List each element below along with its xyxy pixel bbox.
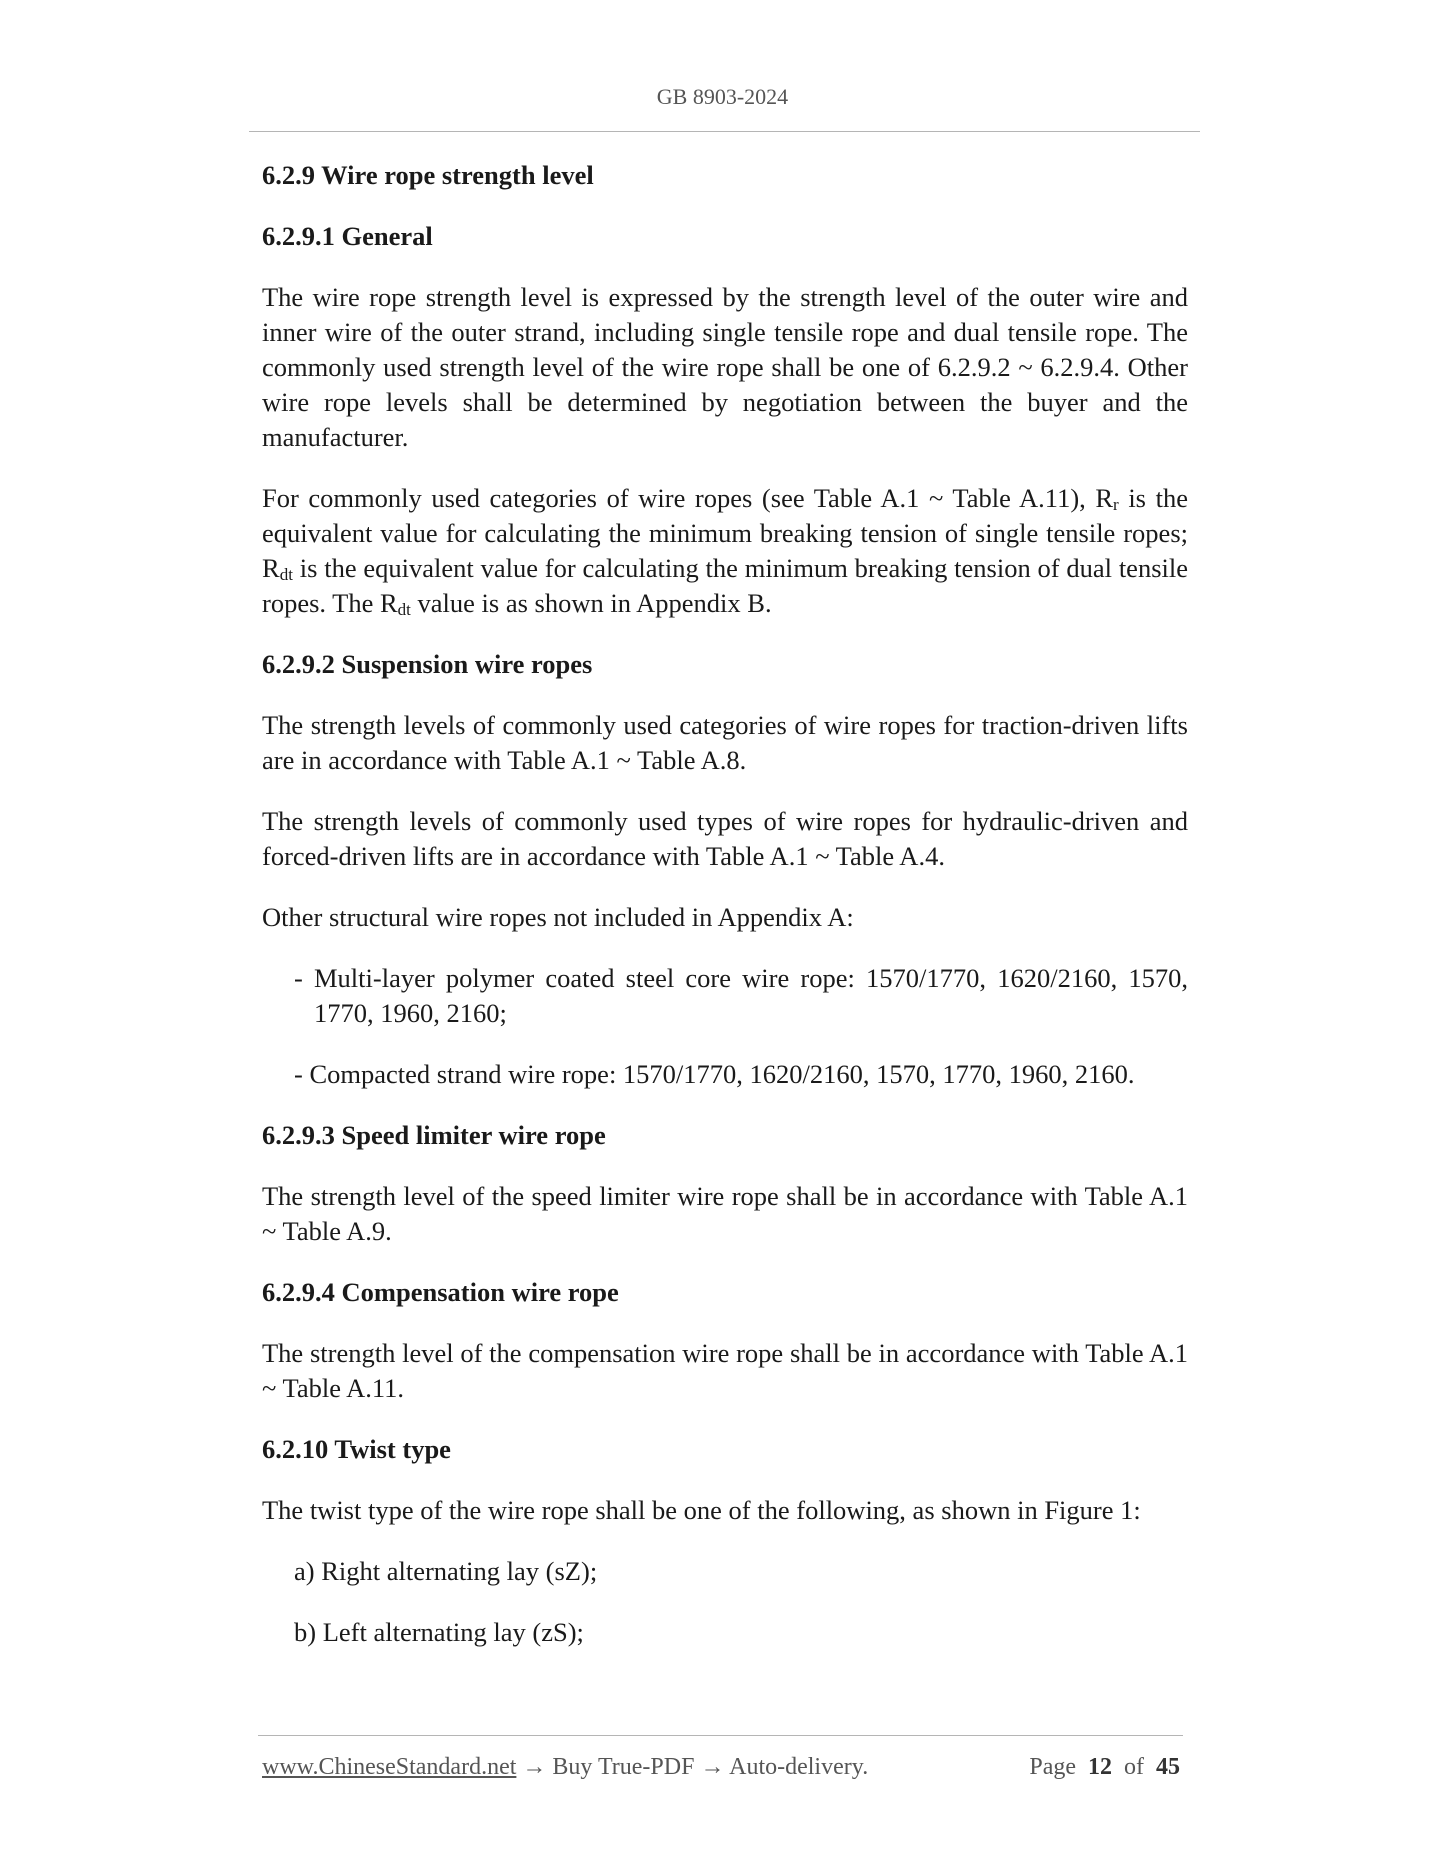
total-pages: 45 — [1156, 1754, 1180, 1780]
section-6-2-9-title: 6.2.9 Wire rope strength level — [262, 160, 594, 190]
section-6-2-10-title: 6.2.10 Twist type — [262, 1434, 451, 1464]
section-6-2-9-2-title: 6.2.9.2 Suspension wire ropes — [262, 649, 593, 679]
section-6-2-9-3-title: 6.2.9.3 Speed limiter wire rope — [262, 1120, 606, 1150]
list-item: - Multi-layer polymer coated steel core wire rope: 1570/1770, 1620/2160, 1570, 1770, 1960, 2160; — [294, 963, 1188, 1028]
list-item: a) Right alternating lay (sZ); — [294, 1556, 598, 1586]
dt-subscript: dt — [397, 600, 411, 619]
suspension-paragraph-2: The strength levels of commonly used types of wire ropes for hydraulic-driven and forced-driven lifts are in accordance with Table A.1 ~ Table A.4. — [262, 806, 1188, 871]
list-item: b) Left alternating lay (zS); — [294, 1617, 584, 1647]
list-item: - Compacted strand wire rope: 1570/1770, 1620/2160, 1570, 1770, 1960, 2160. — [294, 1059, 1135, 1089]
footer-divider — [258, 1735, 1183, 1736]
website-link[interactable]: www.ChineseStandard.net — [262, 1754, 517, 1780]
footer-promo — [262, 1754, 868, 1781]
r-subscript: r — [1113, 495, 1119, 514]
section-6-2-9-1-title: 6.2.9.1 General — [262, 221, 433, 251]
page-header: GB 8903-2024 — [656, 84, 789, 109]
page-content — [262, 158, 1188, 1676]
suspension-paragraph-3: Other structural wire ropes not included in Appendix A: — [262, 902, 854, 932]
general-paragraph-2: For commonly used categories of wire ropes (see Table A.1 ~ Table A.11), $R_r$ is the equivalent value for calculating the minimum breaking tension of single tensile ropes; $R_{dt}$ is the equivalent value for calculating the minimum breaking tension of dual tensile ropes. The $R_{dt}$ value is as shown in Appendix B. — [262, 483, 1188, 619]
speed-limiter-paragraph: The strength level of the speed limiter wire rope shall be in accordance with Table A.1 ~ Table A.9. — [262, 1181, 1188, 1246]
current-page: 12 — [1088, 1754, 1112, 1780]
compensation-paragraph: The strength level of the compensation wire rope shall be in accordance with Table A.1 ~ Table A.11. — [262, 1338, 1188, 1403]
general-paragraph-1: The wire rope strength level is expressed by the strength level of the outer wire and inner wire of the outer strand, including single tensile rope and dual tensile rope. The commonly used strength level of the wire rope shall be one of 6.2.9.2 ~ 6.2.9.4. Other wire rope levels shall be determined by negotiation between the buyer and the manufacturer. — [262, 282, 1188, 452]
section-6-2-9-4-title: 6.2.9.4 Compensation wire rope — [262, 1277, 619, 1307]
header-divider — [249, 131, 1200, 132]
page-number: Page 12 of 45 — [1029, 1754, 1180, 1780]
footer-tail: → Buy True-PDF → Auto-delivery. — [516, 1754, 869, 1780]
page-footer — [262, 1754, 1180, 1781]
suspension-paragraph-1: The strength levels of commonly used categories of wire ropes for traction-driven lifts are in accordance with Table A.1 ~ Table A.8. — [262, 710, 1188, 775]
dt-subscript: dt — [279, 565, 293, 584]
twist-type-paragraph: The twist type of the wire rope shall be one of the following, as shown in Figure 1: — [262, 1495, 1141, 1525]
